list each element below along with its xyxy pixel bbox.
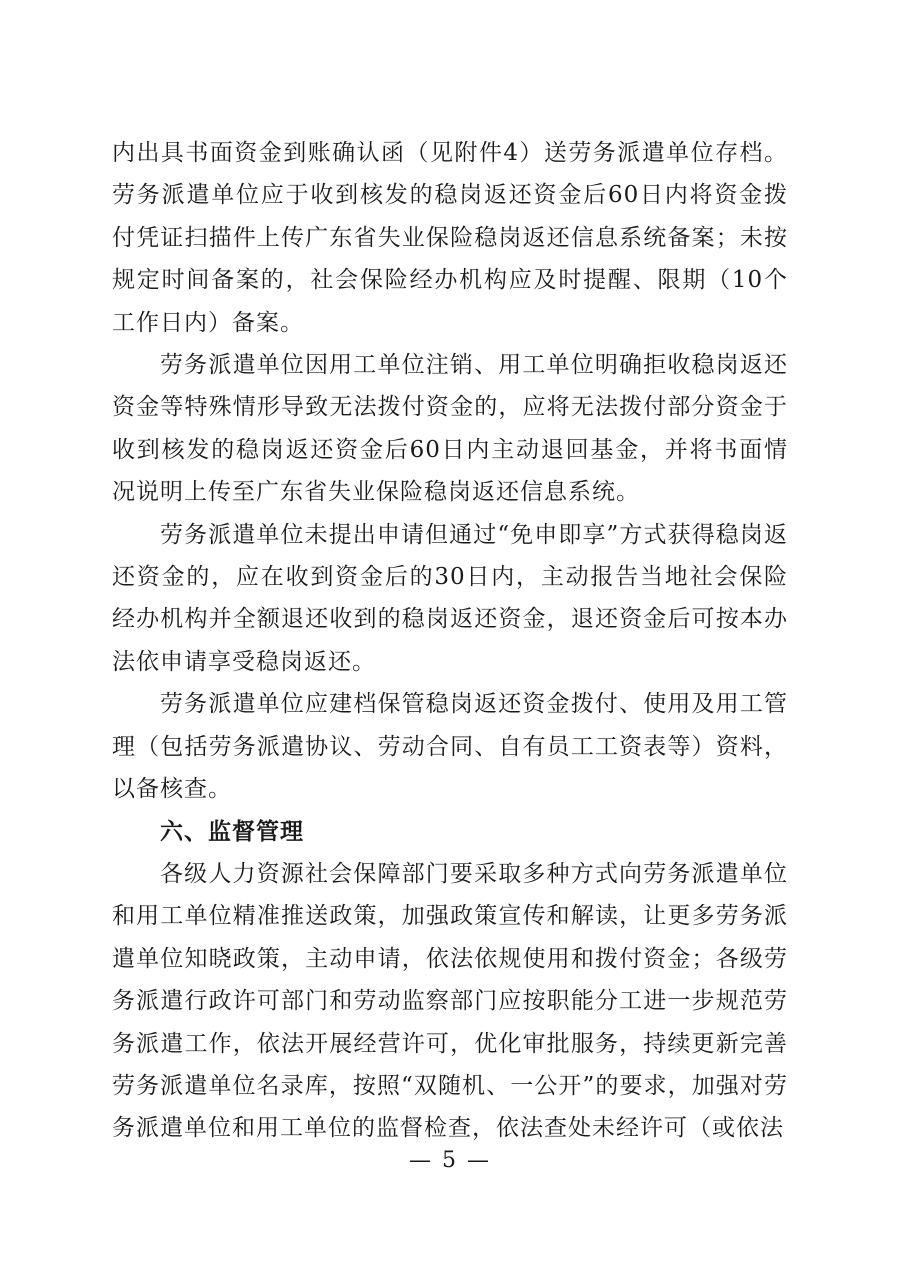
document-body <box>112 132 788 1150</box>
paragraph-5: 各级人力资源社会保障部门要采取多种方式向劳务派遣单位和用工单位精准推送政策，加强政策宣传和解读，让更多劳务派遣单位知晓政策，主动申请，依法依规使用和拨付资金；各级劳务派遣行政许可部门和劳动监察部门应按职能分工进一步规范劳务派遣工作，依法开展经营许可，优化审批服务，持续更新完善劳务派遣单位名录库，按照“双随机、一公开”的要求，加强对劳务派遣单位和用工单位的监督检查，依法查处未经许可（或依法 <box>112 860 788 1142</box>
paragraph-1: 内出具书面资金到账确认函（见附件4）送劳务派遣单位存档。劳务派遣单位应于收到核发的稳岗返还资金后60日内将资金拨付凭证扫描件上传广东省失业保险稳岗返还信息系统备案；未按规定时间备案的，社会保险经办机构应及时提醒、限期（10个工作日内）备案。 <box>112 140 788 336</box>
page-number: — 5 — <box>409 1148 491 1173</box>
paragraph-3: 劳务派遣单位未提出申请但通过“免申即享”方式获得稳岗返还资金的，应在收到资金后的30日内，主动报告当地社会保险经办机构并全额退还收到的稳岗返还资金，退还资金后可按本办法依申请享受稳岗返还。 <box>112 521 788 675</box>
section-heading: 六、监督管理 <box>160 818 304 845</box>
paragraph-2: 劳务派遣单位因用工单位注销、用工单位明确拒收稳岗返还资金等特殊情形导致无法拨付资金的，应将无法拨付部分资金于收到核发的稳岗返还资金后60日内主动退回基金，并将书面情况说明上传至广东省失业保险稳岗返还信息系统。 <box>112 352 788 506</box>
paragraph-4: 劳务派遣单位应建档保管稳岗返还资金拨付、使用及用工管理（包括劳务派遣协议、劳动合同、自有员工工资表等）资料，以备核查。 <box>112 691 788 803</box>
